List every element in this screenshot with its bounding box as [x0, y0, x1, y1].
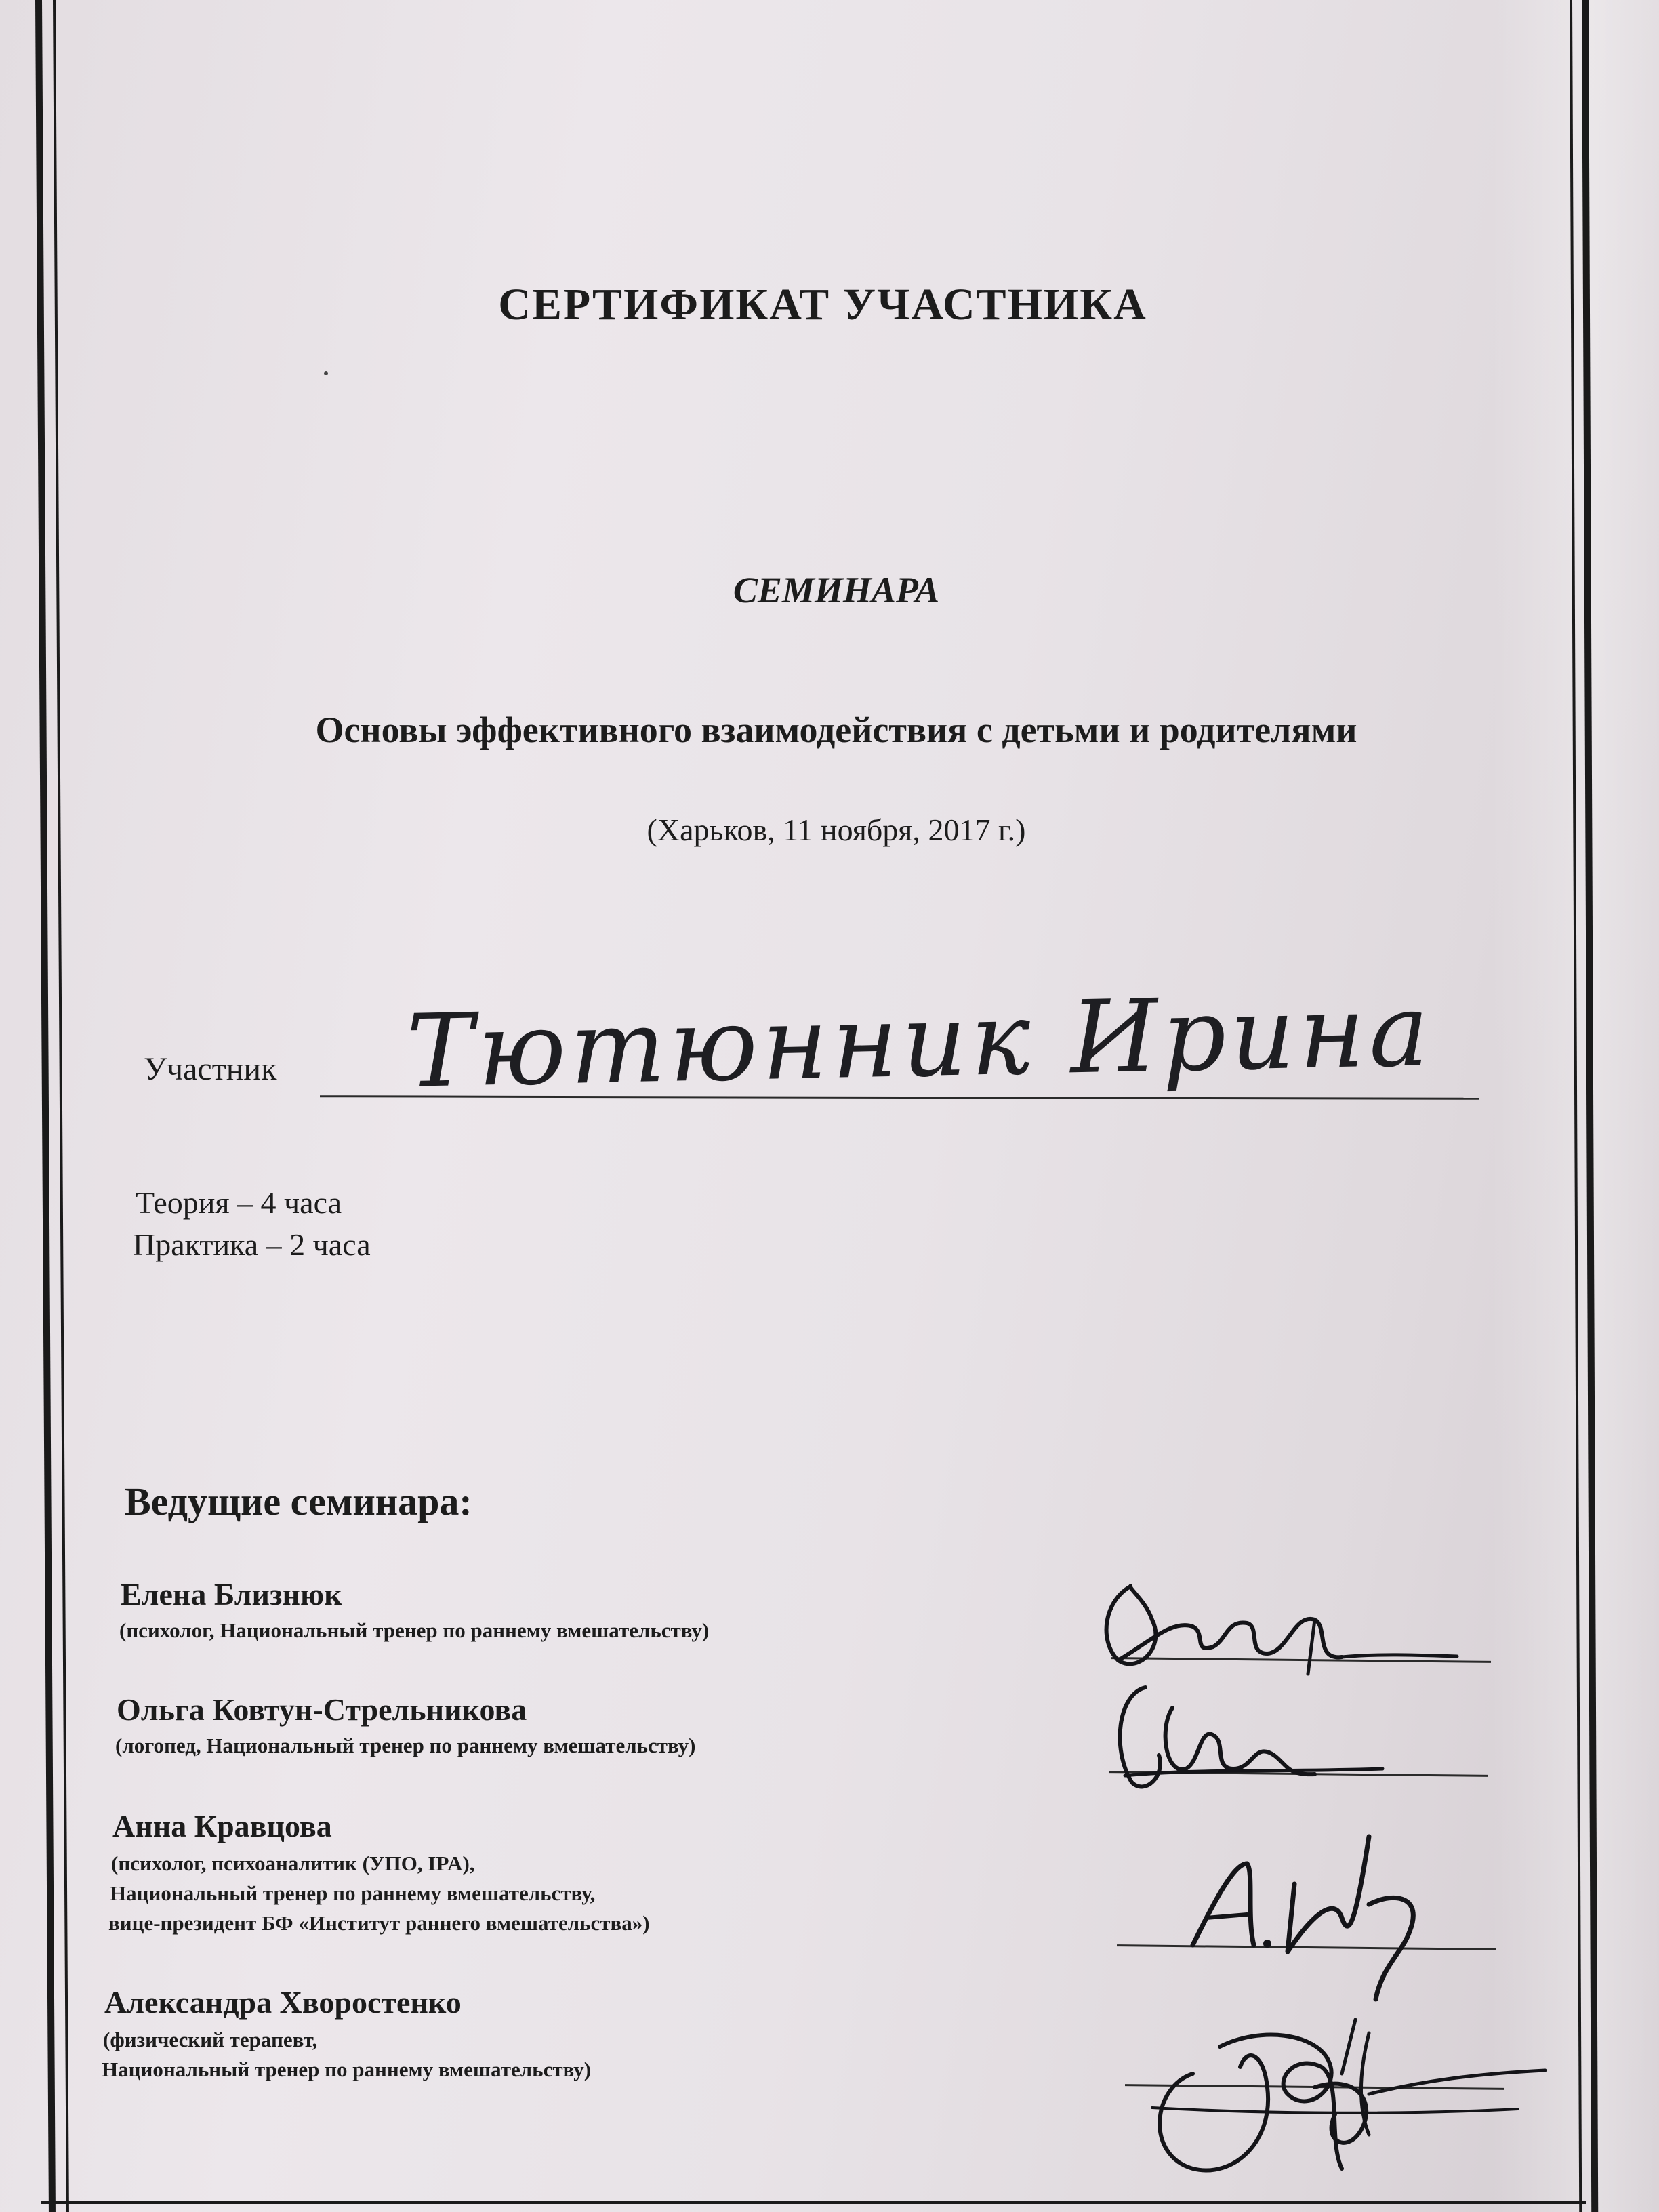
leader-name: Александра Хворостенко [104, 1985, 462, 2020]
seminar-place-date: (Харьков, 11 ноября, 2017 г.) [647, 813, 1026, 847]
leaders-heading: Ведущие семинара: [125, 1479, 472, 1523]
certificate-title: СЕРТИФИКАТ УЧАСТНИКА [498, 280, 1147, 329]
leader-role: (психолог, психоаналитик (УПО, IPA), [111, 1851, 475, 1875]
hours-theory: Теория – 4 часа [136, 1185, 342, 1220]
leader-name: Анна Кравцова [112, 1809, 332, 1843]
signature-leader-4 [1139, 2006, 1559, 2182]
leader-role: Национальный тренер по раннему вмешательству) [102, 2057, 592, 2081]
signature-leader-3 [1179, 1816, 1504, 2013]
frame-left-outer-line [35, 0, 56, 2212]
leader-role: (психолог, Национальный тренер по раннему вмешательству) [119, 1618, 710, 1642]
paper-speck [324, 371, 328, 375]
leader-role: (логопед, Национальный тренер по раннему вмешательству) [115, 1734, 696, 1757]
seminar-name: Основы эффективного взаимодействия с детьми и родителями [315, 710, 1357, 750]
hours-practice: Практика – 2 часа [133, 1227, 371, 1262]
leader-name: Елена Близнюк [121, 1577, 342, 1612]
leader-role: вице-президент БФ «Институт раннего вмешательства») [108, 1911, 650, 1935]
certificate-subtitle: СЕМИНАРА [733, 570, 940, 611]
participant-label: Участник [144, 1051, 277, 1087]
participant-handwritten-name: Тютюнник Ирина [405, 972, 1434, 1110]
signature-leader-2 [1098, 1667, 1423, 1803]
leader-name: Ольга Ковтун-Стрельникова [117, 1692, 527, 1727]
frame-left-inner-line [53, 0, 69, 2212]
leader-role: (физический терапевт, [103, 2028, 318, 2051]
frame-bottom-line [41, 2201, 1586, 2204]
leader-role: Национальный тренер по раннему вмешательству, [110, 1881, 596, 1905]
